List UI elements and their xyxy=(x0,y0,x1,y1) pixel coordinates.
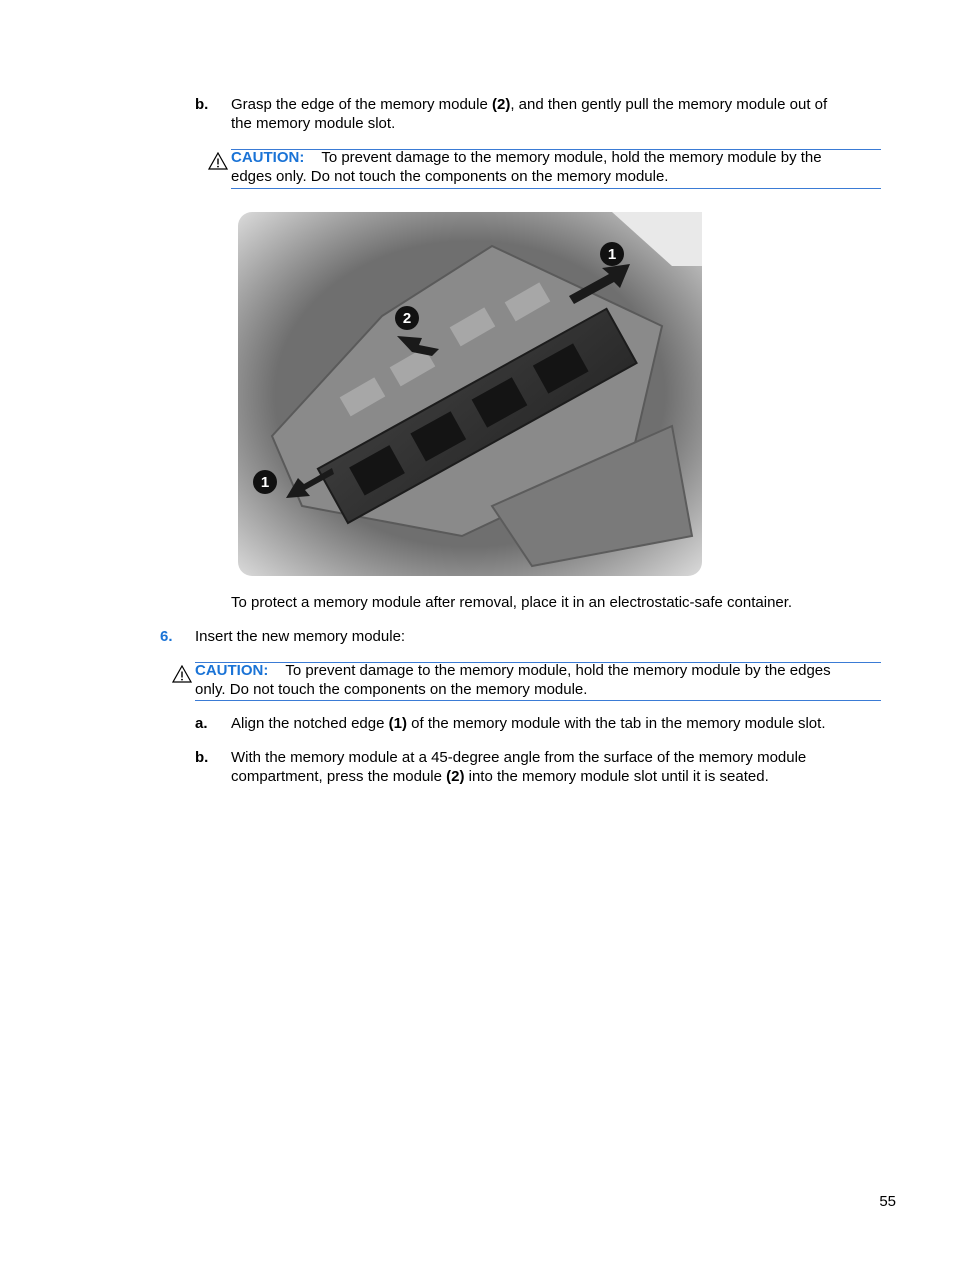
step-6-text: Insert the new memory module: xyxy=(195,628,406,645)
caution-line1 xyxy=(231,148,822,167)
step-b-label: b. xyxy=(195,96,209,113)
memory-module-removal-figure xyxy=(232,206,708,582)
caution-text: To prevent damage to the memory module, hold the memory module by the xyxy=(321,149,822,166)
page-number: 55 xyxy=(879,1193,896,1210)
callout-1-bottom: 1 xyxy=(260,474,270,491)
step-a-text xyxy=(231,714,826,733)
step-b2-callout-ref: (2) xyxy=(446,768,465,785)
step-b-callout-ref: (2) xyxy=(491,96,511,113)
step-6-number: 6. xyxy=(160,628,173,645)
step-a-text-after: of the memory module with the tab in the memory module slot. xyxy=(406,715,826,732)
caution2-line1 xyxy=(195,661,831,680)
step-b2-text-after: into the memory module slot until it is seated. xyxy=(464,768,769,785)
callout-1-top: 1 xyxy=(607,246,617,263)
warning-icon xyxy=(208,152,228,170)
step-a-label: a. xyxy=(195,715,208,732)
step-b2-line1: With the memory module at a 45-degree angle from the surface of the memory module xyxy=(231,749,807,766)
caution-bottom-rule xyxy=(231,188,881,189)
step-a-callout-ref: (1) xyxy=(388,715,407,732)
step-b-text-after: , and then gently pull the memory module out of xyxy=(510,96,828,113)
caution-line2: edges only. Do not touch the components on the memory module. xyxy=(231,168,669,185)
step-b2-line2 xyxy=(231,767,769,786)
step-b-line1 xyxy=(231,95,827,114)
caution-label: CAUTION: xyxy=(231,149,305,166)
protect-note: To protect a memory module after removal, place it in an electrostatic-safe container. xyxy=(231,594,793,611)
step-b2-text-before: compartment, press the module xyxy=(231,768,447,785)
caution2-text: To prevent damage to the memory module, hold the memory module by the edges xyxy=(285,662,831,679)
caution2-bottom-rule xyxy=(195,700,881,701)
warning-icon xyxy=(172,665,192,683)
caution2-line2: only. Do not touch the components on the memory module. xyxy=(195,681,588,698)
caution2-label: CAUTION: xyxy=(195,662,269,679)
step-b-line2: the memory module slot. xyxy=(231,115,396,132)
step-a-text-before: Align the notched edge xyxy=(231,715,389,732)
callout-2: 2 xyxy=(402,310,412,327)
step-b2-label: b. xyxy=(195,749,209,766)
step-b-text-before: Grasp the edge of the memory module xyxy=(231,96,492,113)
